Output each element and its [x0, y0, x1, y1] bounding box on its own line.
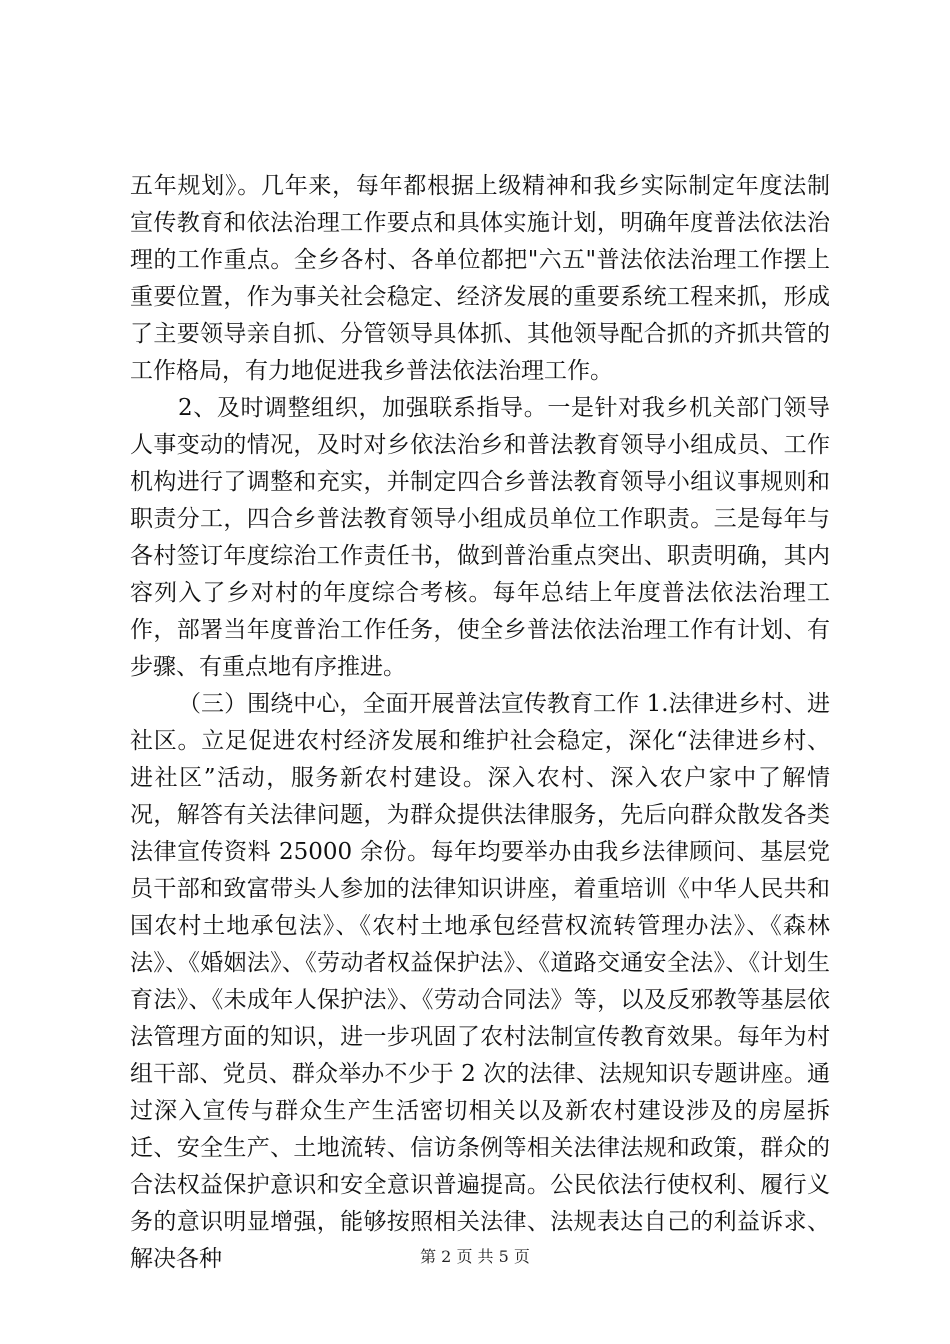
- paragraph-1: 五年规划》。几年来，每年都根据上级精神和我乡实际制定年度法制宣传教育和依法治理工作要点和具体实施计划，明确年度普法依法治理的工作重点。全乡各村、各单位都把"六五"普法依法治理工作摆上重要位置，作为事关社会稳定、经济发展的重要系统工程来抓，形成了主要领导亲自抓、分管领导具体抓、其他领导配合抓的齐抓共管的工作格局，有力地促进我乡普法依法治理工作。: [130, 173, 830, 384]
- paragraph-3: （三）围绕中心，全面开展普法宣传教育工作 1.法律进乡村、进社区。立足促进农村经济发展和维护社会稳定，深化“法律进乡村、进社区”活动，服务新农村建设。深入农村、深入农户家中了解情况，解答有关法律问题，为群众提供法律服务，先后向群众散发各类法律宣传资料 25000 余份。每年均要举办由我乡法律顾问、基层党员干部和致富带头人参加的法律知识讲座，着重培训《中华人民共和国农村土地承包法》、《农村土地承包经营权流转管理办法》、《森林法》、《婚姻法》、《劳动者权益保护法》、《道路交通安全法》、《计划生育法》、《未成年人保护法》、《劳动合同法》等，以及反邪教等基层依法管理方面的知识，进一步巩固了农村法制宣传教育效果。每年为村组干部、党员、群众举办不少于 2 次的法律、法规知识专题讲座。通过深入宣传与群众生产生活密切相关以及新农村建设涉及的房屋拆迁、安全生产、土地流转、信访条例等相关法律法规和政策，群众的合法权益保护意识和安全意识普遍提高。公民依法行使权利、履行义务的意识明显增强，能够按照相关法律、法规表达自己的利益诉求、解决各种: [130, 691, 830, 1272]
- paragraph-2: 2、及时调整组织，加强联系指导。一是针对我乡机关部门领导人事变动的情况，及时对乡依法治乡和普法教育领导小组成员、工作机构进行了调整和充实，并制定四合乡普法教育领导小组议事规则和职责分工，四合乡普法教育领导小组成员单位工作职责。三是每年与各村签订年度综治工作责任书，做到普治重点突出、职责明确，其内容列入了乡对村的年度综合考核。每年总结上年度普法依法治理工作，部署当年度普治工作任务，使全乡普法依法治理工作有计划、有步骤、有重点地有序推进。: [130, 395, 830, 680]
- page-footer: 第 2 页 共 5 页: [420, 1247, 530, 1266]
- document-body: [130, 168, 830, 1278]
